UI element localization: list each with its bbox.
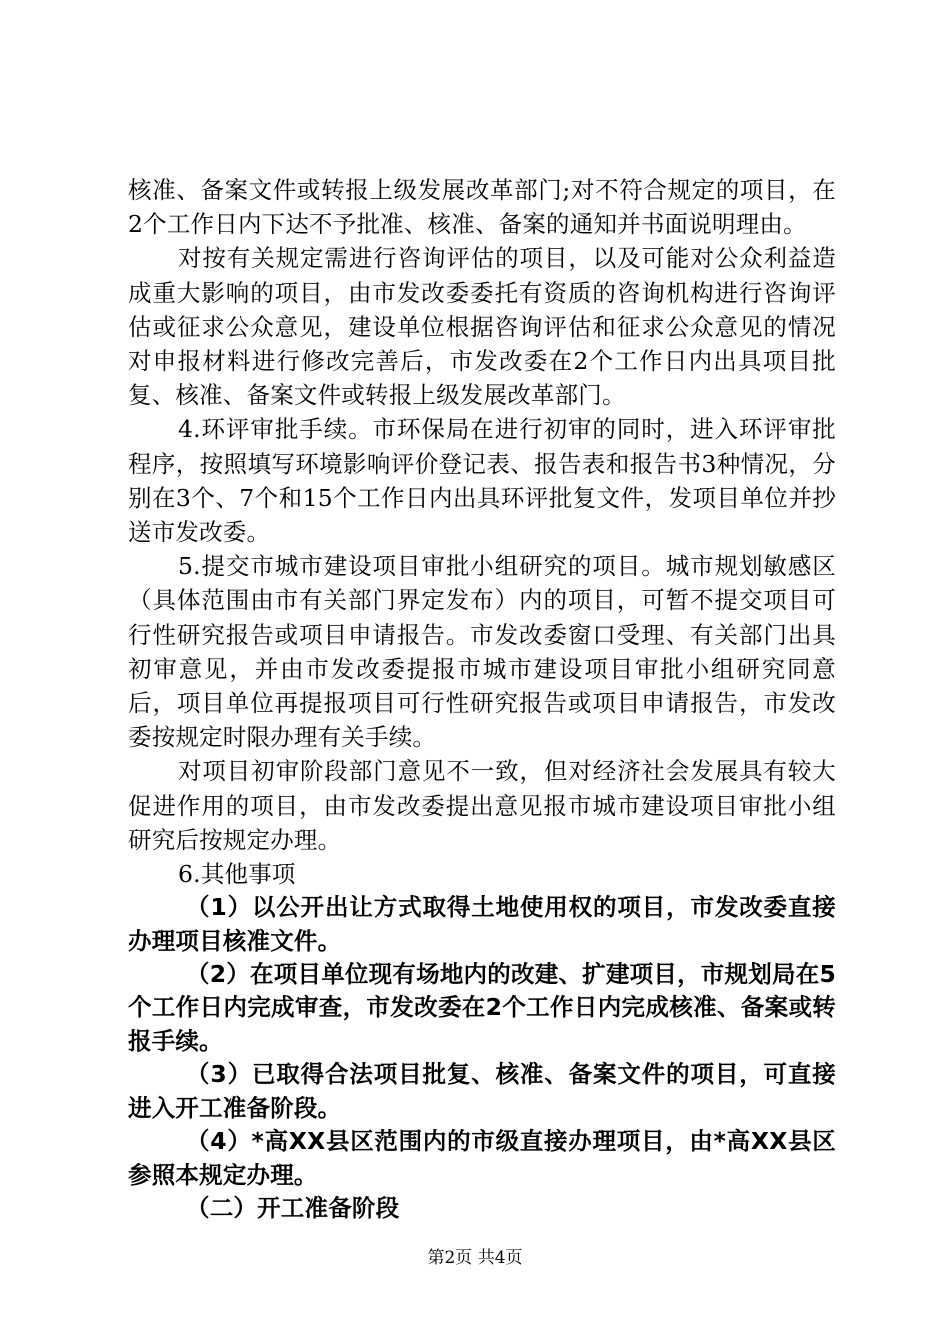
page-footer: 第2页 共4页 [427,1248,523,1268]
item-1: （1）以公开出让方式取得土地使用权的项目，市发改委直接办理项目核准文件。 [128,893,836,955]
item-2: （2）在项目单位现有场地内的改建、扩建项目，市规划局在5个工作日内完成审查，市发改委在2个工作日内完成核准、备案或转报手续。 [128,960,836,1055]
paragraph-1: 核准、备案文件或转报上级发展改革部门;对不符合规定的项目，在2个工作日内下达不予批准、核准、备案的通知并书面说明理由。 [128,176,836,239]
item-4: （4）*高XX县区范围内的市级直接办理项目，由*高XX县区参照本规定办理。 [128,1127,836,1189]
item-3: （3）已取得合法项目批复、核准、备案文件的项目，可直接进入开工准备阶段。 [128,1060,836,1122]
paragraph-2: 对按有关规定需进行咨询评估的项目，以及可能对公众利益造成重大影响的项目，由市发改委委托有资质的咨询机构进行咨询评估或征求公众意见，建设单位根据咨询评估和征求公众意见的情况对申报材料进行修改完善后，市发改委在2个工作日内出具项目批复、核准、备案文件或转报上级发展改革部门。 [128,244,836,410]
section-heading: （二）开工准备阶段 [186,1193,400,1222]
document-body [128,173,836,1225]
paragraph-5: 对项目初审阶段部门意见不一致，但对经济社会发展具有较大促进作用的项目，由市发改委提出意见报市城市建设项目审批小组研究后按规定办理。 [128,757,836,854]
paragraph-4: 5.提交市城市建设项目审批小组研究的项目。城市规划敏感区（具体范围由市有关部门界定发布）内的项目，可暂不提交项目可行性研究报告或项目申请报告。市发改委窗口受理、有关部门出具初审意见，并由市发改委提报市城市建设项目审批小组研究同意后，项目单位再提报项目可行性研究报告或项目申请报告，市发改委按规定时限办理有关手续。 [128,552,836,752]
paragraph-6-heading: 6.其他事项 [178,860,296,889]
paragraph-3: 4.环评审批手续。市环保局在进行初审的同时，进入环评审批程序，按照填写环境影响评价登记表、报告表和报告书3种情况，分别在3个、7个和15个工作日内出具环评批复文件，发项目单位并抄送市发改委。 [128,415,836,547]
